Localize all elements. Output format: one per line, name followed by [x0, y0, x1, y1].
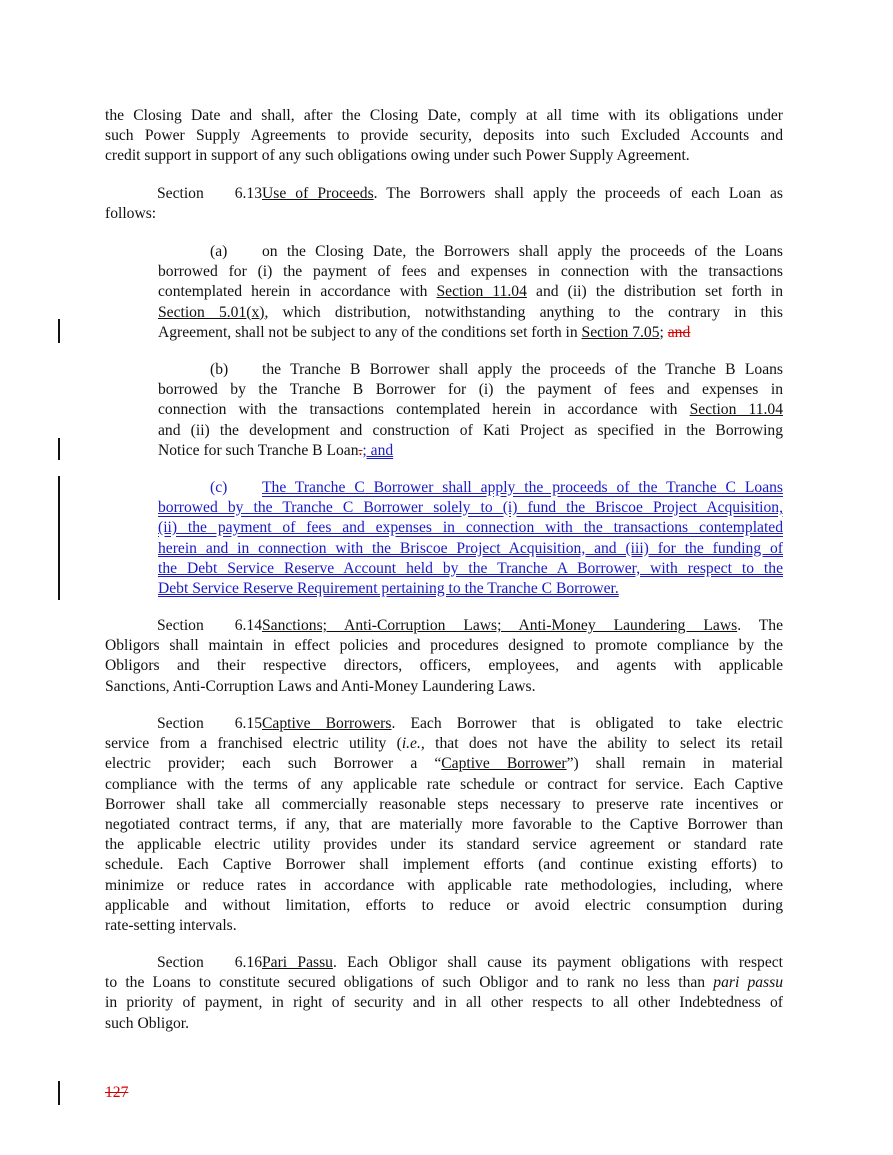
clause-label: (c): [210, 479, 228, 496]
section-6-16: Section 6.16Pari Passu. Each Obligor shall cause its payment obligations with respect to the Loans to constitute secured obligations of such Obligor and to rank no less than pari passu in priority of payment, in right of security and in all other respects to all other Indebtedness of such Obligor.: [105, 954, 784, 1032]
deleted-text: and: [667, 323, 691, 341]
clause-c-inserted: (c) The Tranche C Borrower shall apply the proceeds of the Tranche C Loans borrowed by the Tranche C Borrower solely to (i) fund the Briscoe Project Acquisition, (ii) the payment of fees and expenses in connection with the transactions contemplated herein and in connection with the Briscoe Project Acquisition, and (iii) for the funding of the Debt Service Reserve Account held by the Tranche A Borrower, with respect to the Debt Service Reserve Requirement pertaining to the Tranche C Borrower.: [158, 479, 783, 597]
clause-label: (a): [210, 243, 228, 260]
change-bar-b: [58, 438, 60, 460]
clause-b: (b) the Tranche B Borrower shall apply the proceeds of the Tranche B Loans borrowed by the Tranche B Borrower for (i) the payment of fees and expenses in connection with the transactions contemplated herein in accordance with Section 11.04 and (ii) the development and construction of Kati Project as specified in the Borrowing Notice for such Tranche B Loan.; and: [158, 361, 783, 459]
cross-reference: Section 7.05: [581, 323, 660, 341]
defined-term: Captive Borrower: [441, 755, 567, 773]
change-bar-c: [58, 476, 60, 600]
inserted-text: ; and: [362, 441, 394, 459]
section-6-13: Section 6.13Use of Proceeds. The Borrowers shall apply the proceeds of each Loan as follows:: [105, 185, 783, 223]
change-bar-page: [58, 1081, 60, 1105]
section-number: Section 6.14: [157, 617, 262, 634]
section-6-15: Section 6.15Captive Borrowers. Each Borrower that is obligated to take electric service from a franchised electric utility (i.e., that does not have the ability to select its retail electric provider; each such Borrower a “Captive Borrower”) shall remain in material compliance with the terms of any applicable rate schedule or contract for service. Each Captive Borrower shall take all commercially reasonable steps necessary to preserve rate incentives or negotiated contract terms, if any, that are materially more favorable to the Captive Borrower than the applicable electric utility provides under its standard service agreement or standard rate schedule. Each Captive Borrower shall implement efforts (and continue existing efforts) to minimize or reduce rates in accordance with applicable rate methodologies, including, where applicable and without limitation, efforts to reduce or avoid electric consumption during rate-setting intervals.: [105, 715, 784, 934]
section-title: Sanctions; Anti-Corruption Laws; Anti-Money Laundering Laws: [262, 617, 738, 634]
cross-reference: Section 11.04: [689, 401, 783, 419]
section-title: Use of Proceeds: [262, 185, 374, 202]
cross-reference: Section 11.04: [436, 283, 527, 301]
deleted-text: .: [358, 441, 363, 459]
section-number: Section 6.16: [157, 954, 262, 971]
cross-reference: Section 5.01(x): [158, 303, 265, 321]
section-title: Pari Passu: [262, 954, 333, 971]
page-number: 127: [105, 1084, 129, 1101]
section-number: Section 6.13: [157, 185, 262, 202]
clause-a: (a) on the Closing Date, the Borrowers shall apply the proceeds of the Loans borrowed for (i) the payment of fees and expenses in connection with the transactions contemplated herein in accordance with Section 11.04 and (ii) the distribution set forth in Section 5.01(x), which distribution, notwithstanding anything to the contrary in this Agreement, shall not be subject to any of the conditions set forth in Section 7.05; and: [158, 243, 783, 341]
section-title: Captive Borrowers: [262, 715, 392, 732]
section-number: Section 6.15: [157, 715, 262, 732]
clause-label: (b): [210, 361, 229, 378]
section-6-14: Section 6.14Sanctions; Anti-Corruption Laws; Anti-Money Laundering Laws. The Obligors shall maintain in effect policies and procedures designed to promote compliance by the Obligors and their respective directors, officers, employees, and agents with applicable Sanctions, Anti-Corruption Laws and Anti-Money Laundering Laws.: [105, 617, 783, 695]
change-bar-a: [58, 319, 60, 343]
intro-paragraph: the Closing Date and shall, after the Closing Date, comply at all time with its obligations under such Power Supply Agreements to provide security, deposits into such Excluded Accounts and credit support in support of any such obligations owing under such Power Supply Agreement.: [105, 107, 783, 165]
